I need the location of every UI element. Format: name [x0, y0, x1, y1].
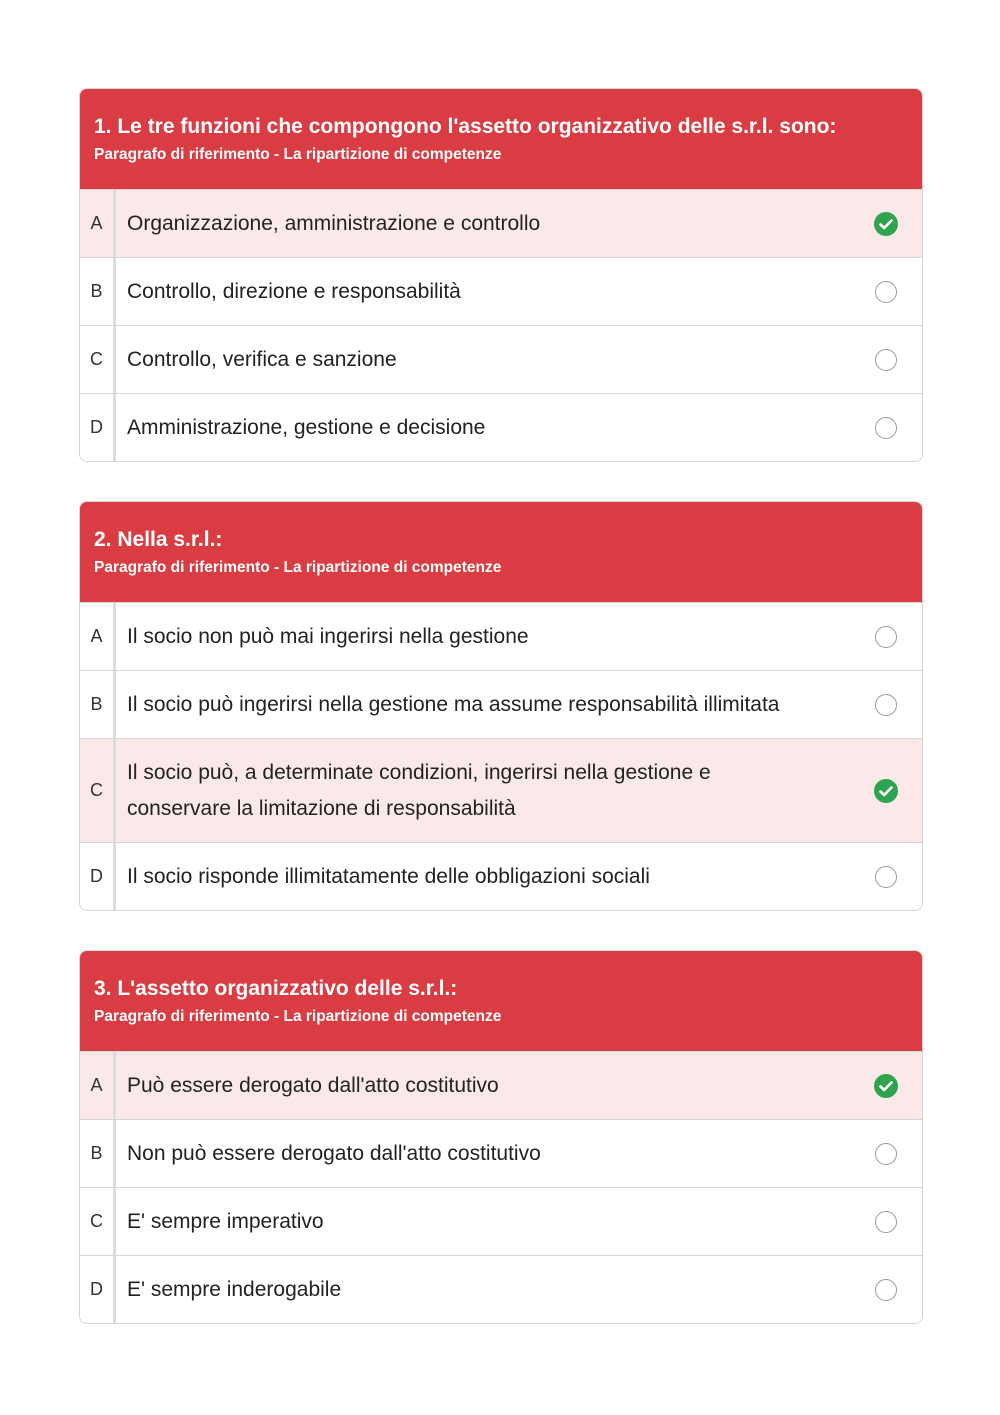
- answer-option-b[interactable]: [80, 257, 922, 325]
- answer-letter: D: [80, 1256, 116, 1323]
- answer-letter: B: [80, 671, 116, 738]
- answer-option-a[interactable]: [80, 1051, 922, 1119]
- question-title: 2. Nella s.r.l.:: [94, 528, 223, 551]
- question-reference: Paragrafo di riferimento - La ripartizione di competenze: [94, 559, 502, 576]
- question-reference: Paragrafo di riferimento - La ripartizione di competenze: [94, 1008, 502, 1025]
- answer-letter: B: [80, 1120, 116, 1187]
- answer-option-d[interactable]: [80, 1255, 922, 1323]
- radio-empty-icon[interactable]: [873, 1209, 899, 1235]
- question-title: 3. L'assetto organizzativo delle s.r.l.:: [94, 977, 458, 1000]
- answer-text: Organizzazione, amministrazione e controllo: [127, 211, 541, 235]
- question-header: [80, 89, 922, 189]
- radio-empty-icon[interactable]: [873, 624, 899, 650]
- question-card-3: [79, 950, 923, 1324]
- answer-letter: B: [80, 258, 116, 325]
- answer-text: Il socio può, a determinate condizioni, ingerirsi nella gestione e conservare la limitazione di responsabilità: [127, 760, 711, 820]
- answer-option-d[interactable]: [80, 393, 922, 461]
- answer-letter: C: [80, 739, 116, 842]
- answer-option-c[interactable]: [80, 325, 922, 393]
- answer-letter: C: [80, 326, 116, 393]
- answer-letter: D: [80, 394, 116, 461]
- answer-option-a[interactable]: [80, 602, 922, 670]
- radio-empty-icon[interactable]: [873, 1141, 899, 1167]
- radio-empty-icon[interactable]: [873, 415, 899, 441]
- question-reference: Paragrafo di riferimento - La ripartizione di competenze: [94, 146, 502, 163]
- answer-letter: A: [80, 1052, 116, 1119]
- question-header: [80, 502, 922, 602]
- check-circle-icon: [873, 211, 899, 237]
- question-header: [80, 951, 922, 1051]
- answer-option-b[interactable]: [80, 1119, 922, 1187]
- answer-text: E' sempre imperativo: [127, 1209, 324, 1233]
- answer-text: Il socio può ingerirsi nella gestione ma assume responsabilità illimitata: [127, 692, 780, 716]
- check-circle-icon: [873, 1073, 899, 1099]
- answer-option-b[interactable]: [80, 670, 922, 738]
- check-circle-icon: [873, 778, 899, 804]
- answer-letter: A: [80, 190, 116, 257]
- radio-empty-icon[interactable]: [873, 864, 899, 890]
- radio-empty-icon[interactable]: [873, 347, 899, 373]
- answer-option-c[interactable]: [80, 1187, 922, 1255]
- answer-option-a[interactable]: [80, 189, 922, 257]
- answer-option-d[interactable]: [80, 842, 922, 910]
- answer-letter: A: [80, 603, 116, 670]
- question-title: 1. Le tre funzioni che compongono l'assetto organizzativo delle s.r.l. sono:: [94, 115, 837, 138]
- answer-text: Il socio non può mai ingerirsi nella gestione: [127, 624, 529, 648]
- answer-text: Non può essere derogato dall'atto costitutivo: [127, 1141, 541, 1165]
- radio-empty-icon[interactable]: [873, 279, 899, 305]
- radio-empty-icon[interactable]: [873, 692, 899, 718]
- question-card-2: [79, 501, 923, 911]
- answer-text: Amministrazione, gestione e decisione: [127, 415, 486, 439]
- radio-empty-icon[interactable]: [873, 1277, 899, 1303]
- answer-option-c[interactable]: [80, 738, 922, 842]
- question-card-1: [79, 88, 923, 462]
- answer-letter: D: [80, 843, 116, 910]
- answer-text: E' sempre inderogabile: [127, 1277, 342, 1301]
- answer-text: Controllo, verifica e sanzione: [127, 347, 397, 371]
- answer-letter: C: [80, 1188, 116, 1255]
- answer-text: Può essere derogato dall'atto costitutivo: [127, 1073, 499, 1097]
- answer-text: Il socio risponde illimitatamente delle obbligazioni sociali: [127, 864, 650, 888]
- answer-text: Controllo, direzione e responsabilità: [127, 279, 461, 303]
